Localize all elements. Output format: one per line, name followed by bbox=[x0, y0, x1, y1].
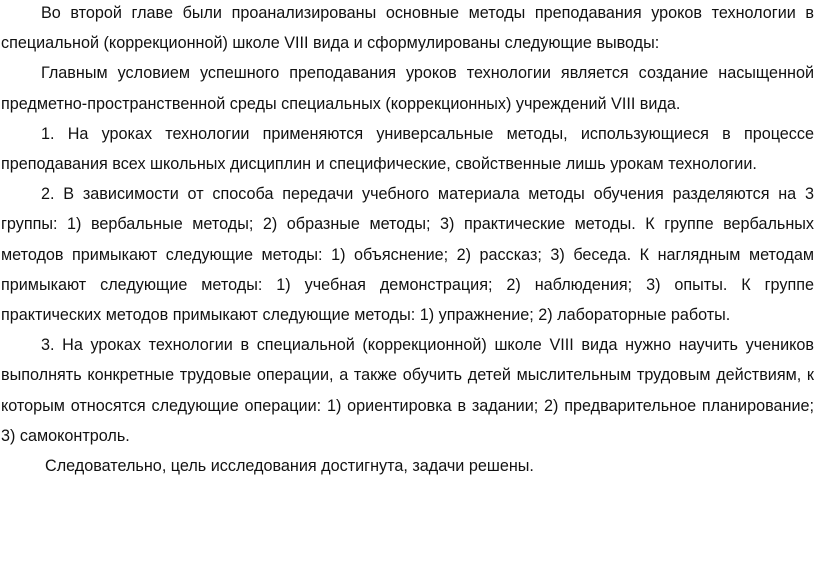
paragraph-conclusion-3: 3. На уроках технологии в специальной (коррекционной) школе VIII вида нужно научить учеников выполнять конкретные трудовые операции, а также обучить детей мыслительным трудовым действиям, к которым относятся следующие операции: 1) ориентировка в задании; 2) предварительное планирование; 3) самоконтроль. bbox=[1, 336, 814, 445]
paragraph-intro: Во второй главе были проанализированы основные методы преподавания уроков технологии в специальной (коррекционной) школе VIII вида и сформулированы следующие выводы: bbox=[1, 4, 814, 53]
paragraph-conclusion-2: 2. В зависимости от способа передачи учебного материала методы обучения разделяются на 3 группы: 1) вербальные методы; 2) образные методы; 3) практические методы. К группе вербальных методов примыкают следующие методы: 1) объяснение; 2) рассказ; 3) беседа. К наглядным методам примыкают следующие методы: 1) учебная демонстрация; 2) наблюдения; 3) опыты. К группе практических методов примыкают следующие методы: 1) упражнение; 2) лабораторные работы. bbox=[1, 185, 814, 325]
paragraph-conclusion-1: 1. На уроках технологии применяются универсальные методы, использующиеся в процессе преподавания всех школьных дисциплин и специфические, свойственные лишь урокам технологии. bbox=[1, 124, 814, 174]
paragraph-main-condition: Главным условием успешного преподавания уроков технологии является создание насыщенной предметно-пространственной среды специальных (коррекционных) учреждений VIII вида. bbox=[1, 64, 814, 113]
paragraph-final: Следовательно, цель исследования достигнута, задачи решены. bbox=[45, 457, 534, 476]
